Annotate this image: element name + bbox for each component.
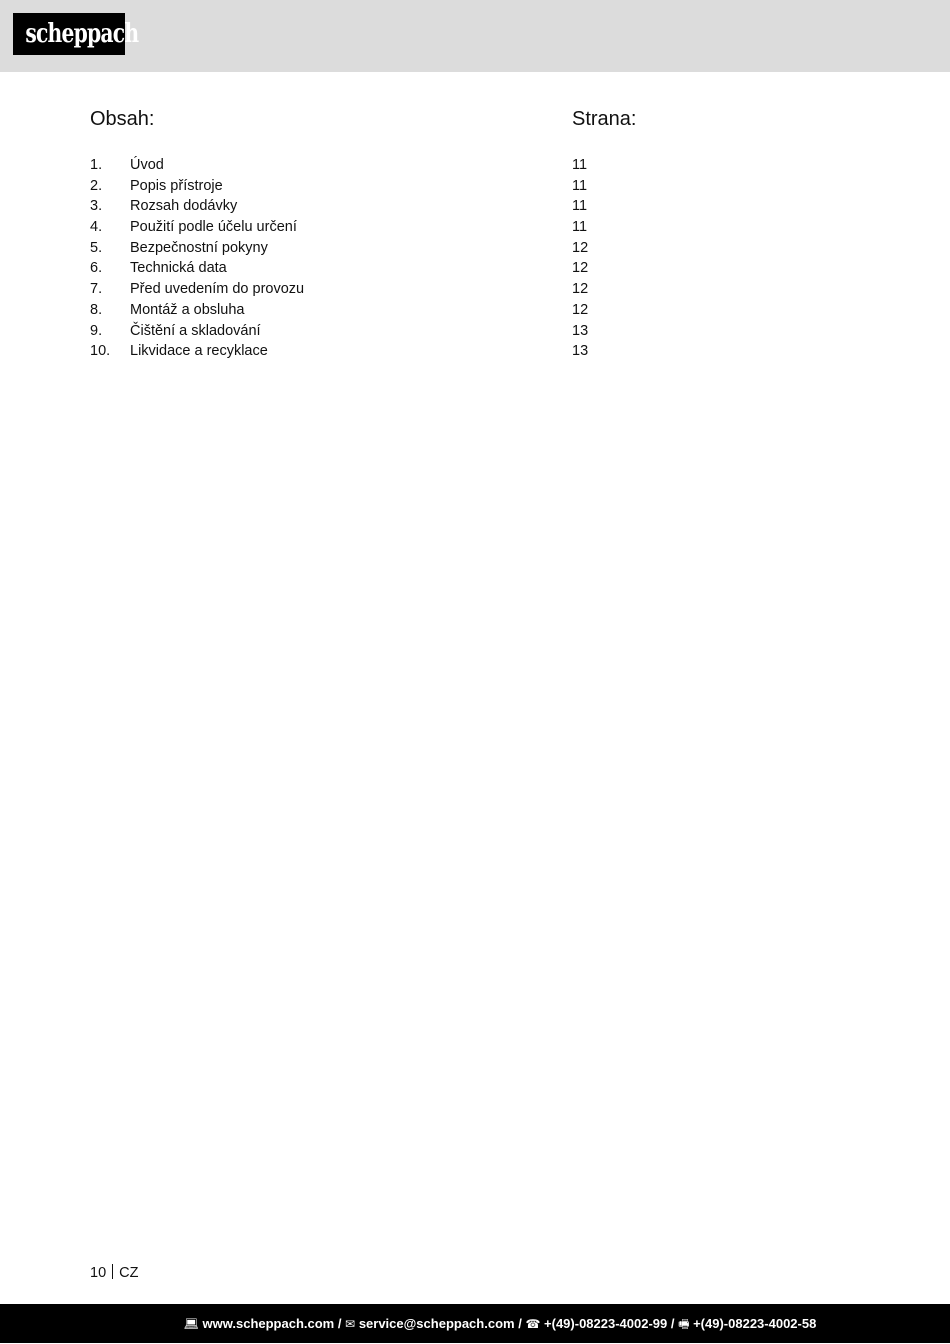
toc-entry-page: 12	[572, 239, 589, 256]
toc-entry-number: 10.	[90, 343, 111, 360]
toc-entry-title: Montáž a obsluha	[130, 301, 245, 318]
footer-separator: /	[518, 1316, 522, 1331]
toc-entry	[90, 155, 690, 176]
toc-entry-title: Popis přístroje	[130, 177, 223, 194]
header-band	[0, 0, 950, 72]
phone-number: +(49)-08223-4002-99	[544, 1316, 668, 1331]
toc-entry-page: 11	[572, 219, 588, 236]
toc-entry-title: Likvidace a recyklace	[130, 343, 268, 360]
email-link[interactable]: service@scheppach.com	[358, 1316, 515, 1331]
toc-heading-contents: Obsah:	[90, 108, 155, 130]
toc-entry	[90, 258, 690, 279]
toc-entry	[90, 300, 690, 321]
toc-entry-page: 11	[572, 177, 588, 194]
toc-list	[90, 155, 690, 362]
toc-entry	[90, 217, 690, 238]
toc-entry-number: 6.	[90, 260, 103, 277]
toc-entry-page: 11	[572, 157, 588, 173]
contact-footer-bar	[0, 1304, 950, 1343]
toc-entry	[90, 341, 690, 362]
fax-number: +(49)-08223-4002-58	[693, 1316, 817, 1331]
computer-icon: 💻︎	[183, 1317, 199, 1331]
toc-entry-title: Použití podle účelu určení	[130, 219, 297, 236]
toc-entry-page: 11	[572, 198, 588, 215]
toc-entry-page: 12	[572, 301, 589, 318]
toc-entry-number: 8.	[90, 301, 103, 318]
toc-entry-number: 1.	[90, 157, 103, 173]
toc-entry-title: Před uvedením do provozu	[130, 281, 305, 298]
footer-separator: /	[670, 1316, 675, 1331]
toc-entry	[90, 279, 690, 300]
toc-entry-number: 2.	[90, 177, 103, 194]
toc-entry-page: 12	[572, 281, 589, 298]
phone-icon: ☎︎	[525, 1317, 541, 1331]
toc-entry-number: 3.	[90, 198, 103, 215]
scheppach-logo	[13, 13, 139, 55]
toc-entry-page: 13	[572, 343, 589, 360]
language-code: CZ	[119, 1265, 139, 1281]
toc-entry	[90, 238, 690, 259]
toc-entry	[90, 196, 690, 217]
toc-entry-number: 7.	[90, 281, 103, 298]
toc-entry-title: Bezpečnostní pokyny	[130, 239, 268, 256]
logo-text: scheppach	[25, 19, 139, 49]
page-number: 10	[90, 1265, 107, 1281]
toc-entry-number: 9.	[90, 322, 103, 339]
page-number-footer	[90, 1264, 138, 1282]
toc-entry-page: 13	[572, 322, 589, 339]
toc-entry-number: 4.	[90, 219, 103, 236]
toc-heading-page: Strana:	[572, 108, 637, 130]
toc-entry-page: 12	[572, 260, 589, 277]
envelope-icon: ✉︎	[345, 1317, 356, 1331]
toc-entry	[90, 321, 690, 342]
toc-entry-number: 5.	[90, 239, 103, 256]
footer-divider	[112, 1264, 113, 1279]
toc-entry-title: Úvod	[130, 157, 164, 173]
toc-entry-title: Technická data	[130, 260, 227, 277]
website-link[interactable]: www.scheppach.com	[202, 1316, 335, 1331]
toc-entry	[90, 176, 690, 197]
toc-entry-title: Čištění a skladování	[130, 322, 261, 339]
footer-separator: /	[337, 1316, 342, 1331]
fax-icon: 🖷︎	[678, 1317, 690, 1331]
toc-entry-title: Rozsah dodávky	[130, 198, 238, 215]
